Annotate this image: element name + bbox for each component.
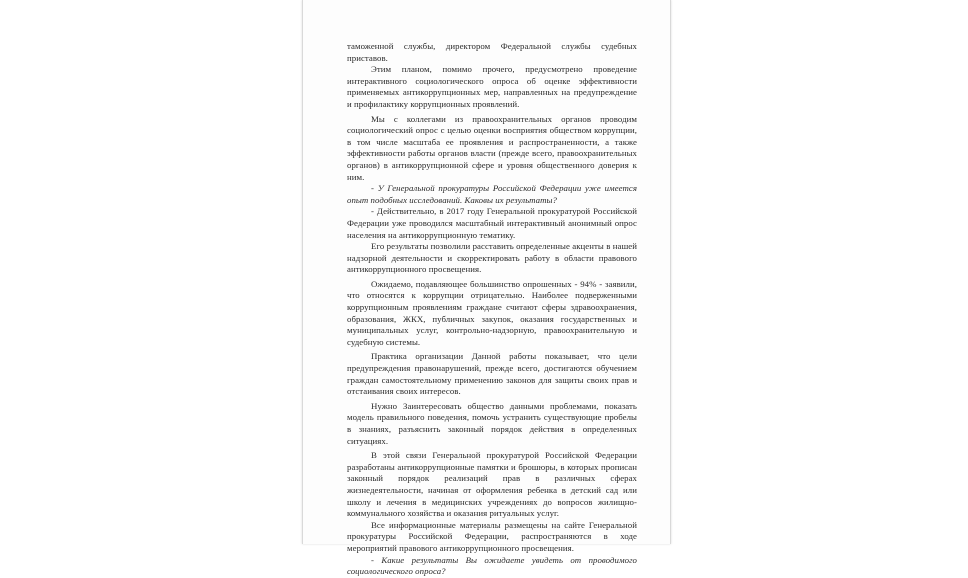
question-paragraph: - У Генеральной прокуратуры Российской Федерации уже имеется опыт подобных исследований. Каковы их результаты? bbox=[347, 183, 637, 205]
paragraph: таможенной службы, директором Федеральной службы судебных приставов. bbox=[347, 41, 637, 63]
paragraph: Ожидаемо, подавляющее большинство опрошенных - 94% - заявили, что относятся к коррупции отрицательно. Наиболее подверженными коррупционным проявлениям граждане считают сферы здравоохранения, образования, ЖКХ, публичных закупок, оказания государственных и муниципальных услуг, контрольно-надзорную, правоохранительную и судебную системы. bbox=[347, 278, 637, 347]
document-page bbox=[302, 0, 671, 577]
paragraph: Практика организации Данной работы показывает, что цели предупреждения правонарушений, прежде всего, достигаются обучением граждан самостоятельному применению законов для защиты своих прав и отстаивания своих интересов. bbox=[347, 351, 637, 397]
paragraph: Нужно Заинтересовать общество данными проблемами, показать модель правильного поведения, помочь устранить существующие пробелы в знаниях, разъяснить законный порядок действия в определенных ситуациях. bbox=[347, 400, 637, 446]
paragraph: Все информационные материалы размещены на сайте Генеральной прокуратуры Российской Федерации, распространяются в ходе мероприятий правового антикоррупционного просвещения. bbox=[347, 519, 637, 553]
document-body bbox=[347, 41, 637, 578]
paragraph: Мы с коллегами из правоохранительных органов проводим социологический опрос с целью оценки восприятия обществом коррупции, в том числе масштаба ее проявления и распространенности, а также эффективности работы органов власти (прежде всего, правоохранительных органов) в антикоррупционной сфере и уровня общественного доверия к ним. bbox=[347, 113, 637, 182]
paragraph: В этой связи Генеральной прокуратурой Российской Федерации разработаны антикоррупционные памятки и брошюры, в которых прописан законный порядок реализаций прав в различных сферах жизнедеятельности, начиная от оформления ребенка в детский сад или школу и лечения в медицинских учреждениях до вопросов жилищно-коммунального хозяйства и оказания ритуальных услуг. bbox=[347, 450, 637, 519]
paragraph: Его результаты позволили расставить определенные акценты в нашей надзорной деятельности и скорректировать работу в области правового антикоррупционного просвещения. bbox=[347, 241, 637, 275]
question-paragraph: - Какие результаты Вы ожидаете увидеть от проводимого социологического опроса? bbox=[347, 554, 637, 577]
paragraph: Этим планом, помимо прочего, предусмотрено проведение интерактивного социологического опроса об оценке эффективности применяемых антикоррупционных мер, направленных на предупреждение и профилактику коррупционных проявлений. bbox=[347, 64, 637, 109]
paragraph: - Действительно, в 2017 году Генеральной прокуратурой Российской Федерации уже проводился масштабный интерактивный анонимный опрос населения на антикоррупционную тематику. bbox=[347, 206, 637, 240]
